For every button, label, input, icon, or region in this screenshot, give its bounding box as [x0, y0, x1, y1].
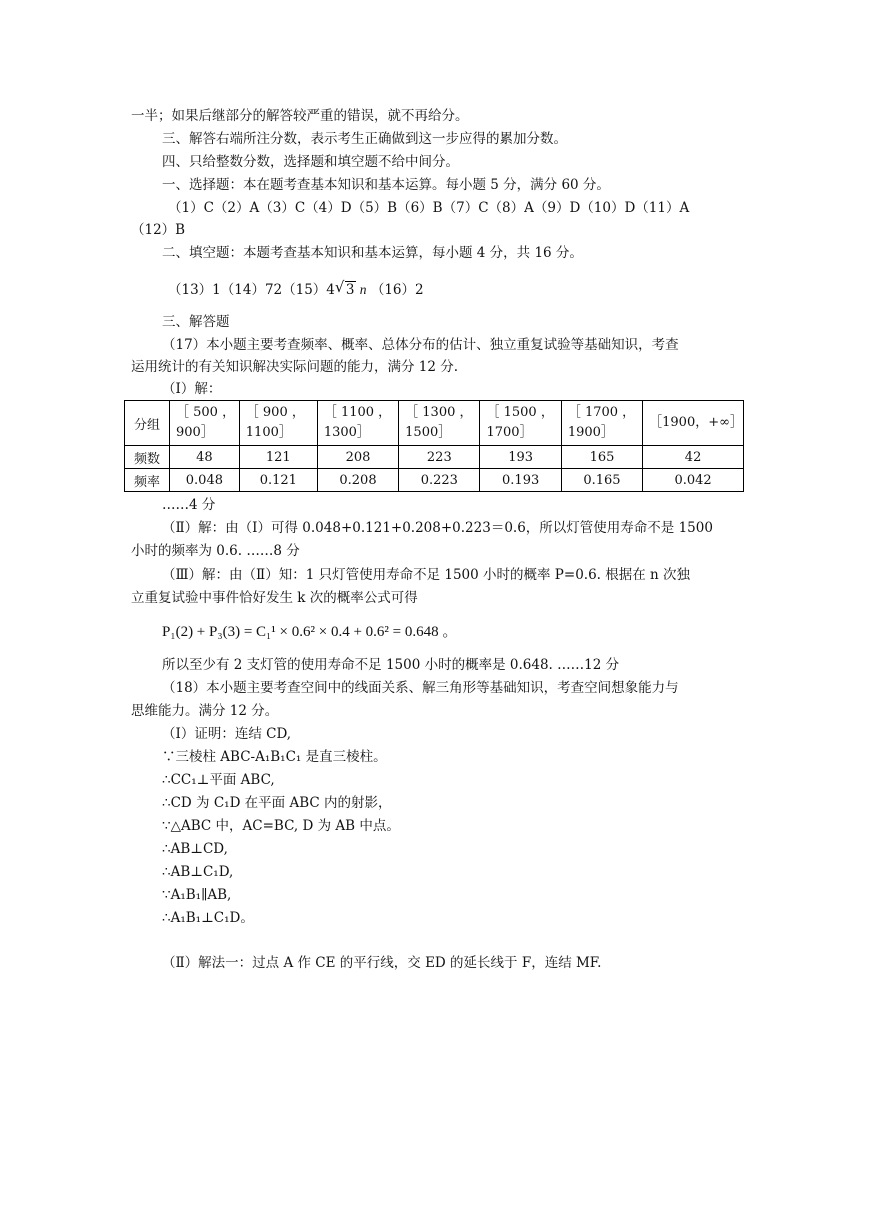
text-line: 一半；如果后继部分的解答较严重的错误，就不再给分。: [131, 108, 469, 124]
proof-line: ∴AB⊥C₁D,: [162, 864, 234, 880]
text-line: （Ⅲ）解：由（Ⅱ）知：1 只灯管使用寿命不足 1500 小时的概率 P=0.6. 根据在 n 次独: [162, 567, 691, 583]
table-row: [125, 446, 744, 469]
text-line: 三、解答右端所注分数，表示考生正确做到这一步应得的累加分数。: [162, 131, 567, 147]
proof-line: （Ⅰ）证明：连结 CD,: [162, 726, 292, 742]
section-heading: 三、解答题: [162, 314, 230, 330]
sqrt-radicand: 3: [345, 282, 355, 298]
table-cell: ［ 1700 ， 1900］: [561, 401, 642, 446]
frequency-table: [124, 400, 744, 492]
proof-line: ∵△ABC 中，AC=BC, D 为 AB 中点。: [162, 818, 400, 834]
table-cell: 223: [399, 446, 480, 469]
text-line: （18）本小题主要考查空间中的线面关系、解三角形等基础知识，考查空间想象能力与: [162, 680, 679, 696]
table-cell: 193: [480, 446, 561, 469]
table-cell: ［ 500 ， 900］: [170, 401, 240, 446]
text-line: 立重复试验中事件恰好发生 k 次的概率公式可得: [131, 590, 418, 606]
table-cell: 0.165: [561, 469, 642, 492]
table-cell: ［ 1300 ， 1500］: [399, 401, 480, 446]
text-line: （17）本小题主要考查频率、概率、总体分布的估计、独立重复试验等基础知识，考查: [162, 337, 679, 353]
proof-line: ∴CD 为 C₁D 在平面 ABC 内的射影，: [162, 795, 392, 811]
table-cell: 208: [317, 446, 398, 469]
fill-answers-part: （13）1（14）72（15）4: [168, 282, 335, 298]
text-line: 所以至少有 2 支灯管的使用寿命不足 1500 小时的概率是 0.648. ……12 分: [162, 657, 620, 673]
table-header-cell: 频数: [125, 446, 170, 469]
text-line: 二、填空题：本题考查基本知识和基本运算，每小题 4 分，共 16 分。: [162, 245, 583, 261]
text-line: （Ⅰ）解：: [162, 381, 222, 397]
table-cell: 0.121: [239, 469, 317, 492]
text-line: 一、选择题：本在题考查基本知识和基本运算。每小题 5 分，满分 60 分。: [162, 177, 610, 193]
table-cell: ［ 1100 ， 1300］: [317, 401, 398, 446]
table-cell: ［1900，+∞］: [643, 401, 744, 446]
text-line: 思维能力。满分 12 分。: [131, 703, 279, 719]
text-line: 小时的频率为 0.6. ……8 分: [131, 543, 300, 559]
proof-line: ∴AB⊥CD,: [162, 841, 228, 857]
proof-line: ∴A₁B₁⊥C₁D。: [162, 910, 254, 926]
proof-line: ∵A₁B₁∥AB,: [162, 887, 232, 903]
choice-answers: （1）C（2）A（3）C（4）D（5）B（6）B（7）C（8）A（9）D（10）D（11）A: [168, 200, 690, 216]
proof-line: ∵三棱柱 ABC-A₁B₁C₁ 是直三棱柱。: [162, 749, 387, 765]
table-cell: 0.048: [170, 469, 240, 492]
sqrt-symbol: √ 3: [334, 278, 355, 298]
variable-n: n: [359, 282, 367, 297]
table-cell: 121: [239, 446, 317, 469]
choice-answers: （12）B: [131, 222, 186, 238]
text-line: （Ⅱ）解：由（Ⅰ）可得 0.048+0.121+0.208+0.223＝0.6，所以灯管使用寿命不是 1500: [162, 520, 713, 536]
text-line: 四、只给整数分数，选择题和填空题不给中间分。: [162, 154, 459, 170]
proof-line: ∴CC₁⊥平面 ABC,: [162, 772, 275, 788]
table-cell: 165: [561, 446, 642, 469]
table-row: [125, 401, 744, 446]
table-cell: 0.193: [480, 469, 561, 492]
table-cell: 0.042: [643, 469, 744, 492]
fill-answers-part: （16）2: [370, 282, 424, 298]
table-cell: 0.223: [399, 469, 480, 492]
text-line: 运用统计的有关知识解决实际问题的能力，满分 12 分.: [131, 359, 459, 375]
table-cell: 42: [643, 446, 744, 469]
score-note: ……4 分: [162, 497, 216, 513]
fill-answers: [168, 278, 424, 299]
probability-formula: P₁(2) + P₃(3) = C₁¹ × 0.6² × 0.4 + 0.6² = 0.648 。: [162, 624, 458, 640]
table-cell: 0.208: [317, 469, 398, 492]
table-cell: ［ 900 ， 1100］: [239, 401, 317, 446]
table-header-cell: 分组: [125, 401, 170, 446]
table-cell: 48: [170, 446, 240, 469]
table-header-cell: 频率: [125, 469, 170, 492]
proof-line: （Ⅱ）解法一：过点 A 作 CE 的平行线，交 ED 的延长线于 F，连结 MF.: [162, 955, 602, 971]
table-cell: ［ 1500 ， 1700］: [480, 401, 561, 446]
table-row: [125, 469, 744, 492]
